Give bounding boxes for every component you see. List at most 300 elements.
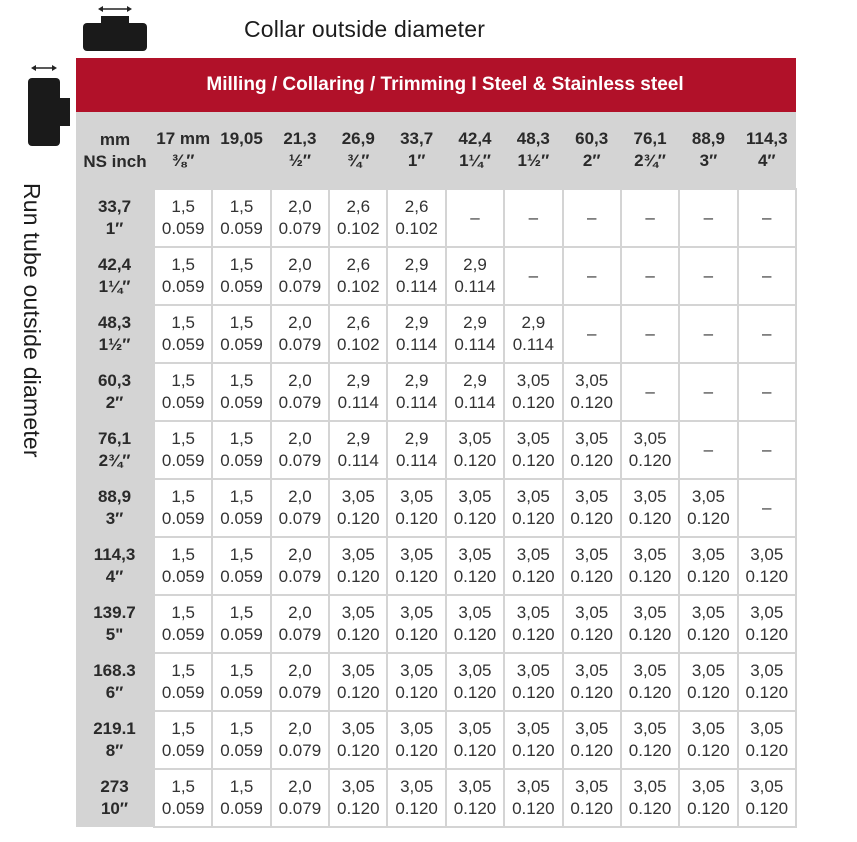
thickness-mm: 3,05: [516, 777, 550, 796]
thickness-mm: 2,9: [404, 429, 429, 448]
thickness-mm: 2,0: [288, 777, 312, 796]
thickness-cell: [387, 421, 445, 479]
thickness-mm: 2,0: [288, 255, 312, 274]
column-header: [563, 112, 621, 189]
collar-tube-icon: [81, 2, 149, 52]
thickness-mm: 2,9: [404, 255, 429, 274]
thickness-mm: 3,05: [341, 487, 375, 506]
column-header-mm: 21,3: [283, 129, 317, 148]
thickness-cell: [446, 305, 504, 363]
row-header: [76, 711, 154, 769]
thickness-cell: [212, 189, 270, 247]
thickness-cell: [154, 653, 212, 711]
thickness-inch: 0.079: [278, 509, 322, 528]
not-applicable-cell: –: [621, 247, 679, 305]
not-applicable-cell: –: [621, 305, 679, 363]
thickness-mm: 3,05: [575, 487, 609, 506]
thickness-cell: [271, 595, 329, 653]
column-header: [446, 112, 504, 189]
column-header-row: [76, 112, 796, 189]
thickness-inch: 0.120: [453, 567, 497, 586]
column-header: [504, 112, 562, 189]
thickness-mm: 3,05: [341, 545, 375, 564]
thickness-inch: 0.079: [278, 335, 322, 354]
thickness-inch: 0.079: [278, 799, 322, 818]
thickness-inch: 0.120: [570, 509, 613, 528]
thickness-mm: 3,05: [341, 661, 375, 680]
thickness-inch: 0.120: [628, 625, 672, 644]
row-header: [76, 189, 154, 247]
column-header-mm: 26,9: [341, 129, 375, 148]
thickness-cell: [679, 537, 737, 595]
thickness-cell: [329, 247, 387, 305]
thickness-inch: 0.120: [628, 509, 672, 528]
thickness-mm: 1,5: [171, 255, 195, 274]
thickness-mm: 1,5: [229, 661, 254, 680]
thickness-cell: [446, 363, 504, 421]
thickness-mm: 3,05: [341, 603, 375, 622]
thickness-cell: [154, 769, 212, 827]
thickness-inch: 0.059: [161, 277, 205, 296]
thickness-inch: 0.059: [220, 567, 263, 586]
row-header-mm: 139.7: [93, 603, 136, 622]
not-applicable-cell: –: [563, 189, 621, 247]
column-header: [738, 112, 796, 189]
not-applicable-cell: –: [563, 247, 621, 305]
thickness-cell: [271, 769, 329, 827]
thickness-mm: 3,05: [633, 545, 667, 564]
thickness-inch: 0.059: [161, 625, 205, 644]
thickness-cell: [446, 247, 504, 305]
thickness-cell: [271, 711, 329, 769]
thickness-inch: 0.120: [628, 567, 672, 586]
thickness-cell: [679, 769, 737, 827]
corner-unit-mm: mm: [99, 129, 131, 149]
not-applicable-cell: –: [621, 363, 679, 421]
thickness-cell: [504, 421, 562, 479]
table-banner: Milling / Collaring / Trimming I Steel & Stainless steel: [76, 58, 796, 112]
run-tube-icon: [24, 62, 70, 146]
thickness-inch: 0.079: [278, 625, 322, 644]
thickness-mm: 3,05: [691, 719, 725, 738]
thickness-inch: 0.120: [745, 741, 789, 760]
thickness-mm: 3,05: [341, 777, 375, 796]
column-header-mm: 19,05: [220, 129, 263, 148]
thickness-inch: 0.059: [161, 741, 205, 760]
thickness-mm: 1,5: [229, 777, 254, 796]
thickness-inch: 0.059: [161, 451, 205, 470]
thickness-inch: 0.120: [570, 451, 613, 470]
thickness-inch: 0.114: [395, 393, 438, 412]
thickness-cell: [212, 711, 270, 769]
thickness-cell: [329, 653, 387, 711]
thickness-cell: [504, 769, 562, 827]
thickness-inch: 0.120: [687, 625, 730, 644]
column-header-mm: 60,3: [575, 129, 609, 148]
thickness-inch: 0.120: [512, 567, 555, 586]
thickness-cell: [446, 479, 504, 537]
thickness-inch: 0.120: [745, 799, 789, 818]
row-header-inch: 1″: [105, 219, 124, 238]
thickness-mm: 3,05: [633, 603, 667, 622]
thickness-cell: [563, 769, 621, 827]
column-header-inch: ½″: [288, 151, 312, 170]
thickness-inch: 0.120: [395, 625, 438, 644]
thickness-inch: 0.114: [454, 335, 496, 354]
thickness-inch: 0.114: [454, 393, 496, 412]
thickness-cell: [329, 595, 387, 653]
thickness-mm: 3,05: [750, 719, 784, 738]
thickness-cell: [154, 247, 212, 305]
thickness-cell: [329, 479, 387, 537]
thickness-cell: [563, 653, 621, 711]
thickness-mm: 2,9: [404, 313, 429, 332]
thickness-mm: 3,05: [400, 603, 434, 622]
thickness-cell: [212, 305, 270, 363]
thickness-inch: 0.102: [336, 219, 380, 238]
thickness-inch: 0.059: [161, 219, 205, 238]
thickness-cell: [621, 711, 679, 769]
thickness-mm: 3,05: [633, 719, 667, 738]
not-applicable-cell: –: [738, 189, 796, 247]
row-header-inch: 3″: [105, 509, 124, 528]
row-header-inch: 8″: [105, 741, 124, 760]
column-header: [329, 112, 387, 189]
column-header: [679, 112, 737, 189]
column-header: [212, 112, 270, 189]
column-header: [271, 112, 329, 189]
row-header: [76, 479, 154, 537]
thickness-mm: 1,5: [229, 719, 254, 738]
thickness-cell: [563, 421, 621, 479]
thickness-cell: [504, 653, 562, 711]
thickness-inch: 0.059: [220, 741, 263, 760]
thickness-mm: 2,6: [346, 255, 371, 274]
thickness-cell: [387, 595, 445, 653]
not-applicable-cell: –: [446, 189, 504, 247]
thickness-cell: [154, 363, 212, 421]
row-header-mm: 219.1: [93, 719, 136, 738]
thickness-cell: [387, 479, 445, 537]
thickness-inch: 0.059: [161, 567, 205, 586]
thickness-mm: 2,9: [463, 255, 487, 274]
thickness-inch: 0.102: [336, 277, 380, 296]
column-header-inch: 1″: [407, 151, 426, 170]
thickness-inch: 0.120: [570, 799, 613, 818]
thickness-mm: 2,9: [463, 371, 487, 390]
row-header-inch: 10″: [100, 799, 129, 818]
table-row: [76, 595, 796, 653]
column-header: [154, 112, 212, 189]
column-header: [621, 112, 679, 189]
column-header-inch: 1½″: [517, 151, 550, 170]
thickness-mm: 3,05: [516, 661, 550, 680]
thickness-cell: [563, 363, 621, 421]
run-tube-diameter-title: Run tube outside diameter: [19, 183, 45, 458]
column-header-mm: 76,1: [633, 129, 667, 148]
thickness-mm: 3,05: [750, 777, 784, 796]
thickness-inch: 0.120: [512, 509, 555, 528]
thickness-mm: 3,05: [516, 371, 550, 390]
thickness-cell: [271, 189, 329, 247]
thickness-mm: 2,0: [288, 487, 312, 506]
row-header-mm: 114,3: [93, 545, 136, 564]
thickness-cell: [504, 305, 562, 363]
thickness-mm: 1,5: [229, 371, 254, 390]
thickness-mm: 2,0: [288, 545, 312, 564]
thickness-mm: 2,0: [288, 429, 312, 448]
thickness-cell: [504, 363, 562, 421]
thickness-mm: 3,05: [458, 777, 492, 796]
thickness-mm: 1,5: [171, 603, 195, 622]
row-header-mm: 76,1: [97, 429, 132, 448]
thickness-inch: 0.120: [512, 625, 555, 644]
thickness-cell: [621, 421, 679, 479]
thickness-inch: 0.120: [512, 451, 555, 470]
column-header-mm: 48,3: [516, 129, 550, 148]
table-row: [76, 711, 796, 769]
thickness-mm: 3,05: [516, 545, 550, 564]
thickness-mm: 1,5: [171, 313, 195, 332]
thickness-inch: 0.120: [570, 567, 613, 586]
thickness-mm: 3,05: [750, 603, 784, 622]
column-header-mm: 33,7: [400, 129, 434, 148]
thickness-cell: [154, 189, 212, 247]
thickness-mm: 1,5: [171, 487, 195, 506]
thickness-inch: 0.059: [220, 393, 263, 412]
thickness-mm: 2,9: [404, 371, 429, 390]
not-applicable-cell: –: [679, 247, 737, 305]
thickness-inch: 0.059: [161, 799, 205, 818]
table-row: [76, 537, 796, 595]
thickness-cell: [738, 653, 796, 711]
thickness-cell: [446, 421, 504, 479]
thickness-cell: [504, 711, 562, 769]
not-applicable-cell: –: [621, 189, 679, 247]
thickness-inch: 0.120: [512, 741, 555, 760]
thickness-inch: 0.120: [687, 683, 730, 702]
thickness-cell: [563, 479, 621, 537]
not-applicable-cell: –: [738, 421, 796, 479]
thickness-mm: 3,05: [750, 661, 784, 680]
thickness-mm: 3,05: [341, 719, 375, 738]
thickness-cell: [154, 421, 212, 479]
thickness-inch: 0.059: [220, 509, 263, 528]
thickness-mm: 3,05: [458, 545, 492, 564]
row-header: [76, 769, 154, 827]
column-header-inch: [212, 150, 270, 172]
row-header-mm: 33,7: [97, 197, 132, 216]
thickness-cell: [679, 479, 737, 537]
row-header: [76, 653, 154, 711]
thickness-inch: 0.120: [336, 509, 380, 528]
corner-header: [76, 112, 154, 189]
thickness-inch: 0.059: [161, 683, 205, 702]
thickness-mm: 1,5: [229, 255, 254, 274]
collar-diameter-title: Collar outside diameter: [244, 16, 486, 42]
not-applicable-cell: –: [738, 479, 796, 537]
thickness-cell: [679, 653, 737, 711]
thickness-cell: [387, 769, 445, 827]
thickness-cell: [329, 305, 387, 363]
thickness-inch: 0.114: [395, 451, 438, 470]
thickness-mm: 1,5: [171, 545, 195, 564]
not-applicable-cell: –: [504, 247, 562, 305]
row-header-mm: 88,9: [97, 487, 132, 506]
thickness-inch: 0.114: [454, 277, 496, 296]
thickness-inch: 0.079: [278, 393, 322, 412]
row-header-mm: 48,3: [97, 313, 132, 332]
thickness-cell: [446, 769, 504, 827]
thickness-inch: 0.120: [745, 625, 789, 644]
thickness-cell: [621, 769, 679, 827]
thickness-cell: [621, 653, 679, 711]
thickness-inch: 0.120: [336, 741, 380, 760]
thickness-mm: 2,0: [288, 719, 312, 738]
thickness-mm: 3,05: [575, 371, 609, 390]
thickness-inch: 0.059: [220, 625, 263, 644]
thickness-mm: 3,05: [691, 777, 725, 796]
thickness-inch: 0.120: [453, 741, 497, 760]
thickness-inch: 0.114: [337, 393, 379, 412]
thickness-mm: 2,9: [346, 429, 371, 448]
thickness-mm: 1,5: [171, 777, 195, 796]
thickness-mm: 3,05: [516, 429, 550, 448]
thickness-inch: 0.120: [395, 683, 438, 702]
row-header-mm: 60,3: [97, 371, 132, 390]
column-header-inch: 2″: [582, 151, 601, 170]
thickness-mm: 1,5: [171, 661, 195, 680]
thickness-cell: [154, 595, 212, 653]
table-row: [76, 247, 796, 305]
thickness-mm: 2,0: [288, 603, 312, 622]
thickness-cell: [329, 769, 387, 827]
row-header-inch: 4″: [105, 567, 124, 586]
thickness-mm: 3,05: [400, 719, 434, 738]
thickness-inch: 0.079: [278, 277, 322, 296]
thickness-inch: 0.120: [453, 799, 497, 818]
thickness-cell: [212, 595, 270, 653]
thickness-mm: 3,05: [516, 719, 550, 738]
thickness-mm: 3,05: [458, 719, 492, 738]
not-applicable-cell: –: [563, 305, 621, 363]
row-header: [76, 421, 154, 479]
thickness-inch: 0.102: [395, 219, 438, 238]
thickness-inch: 0.120: [628, 451, 672, 470]
thickness-inch: 0.120: [336, 799, 380, 818]
table-row: [76, 305, 796, 363]
thickness-mm: 2,9: [346, 371, 371, 390]
row-header: [76, 537, 154, 595]
thickness-inch: 0.120: [745, 683, 789, 702]
table-row: [76, 479, 796, 537]
column-header-inch: 3″: [699, 151, 718, 170]
thickness-cell: [154, 305, 212, 363]
thickness-mm: 3,05: [400, 777, 434, 796]
row-header: [76, 595, 154, 653]
thickness-mm: 1,5: [229, 429, 254, 448]
row-header-mm: 273: [100, 777, 129, 796]
thickness-inch: 0.120: [395, 741, 438, 760]
thickness-cell: [387, 363, 445, 421]
column-header-mm: 17 mm: [156, 129, 211, 148]
thickness-cell: [446, 653, 504, 711]
row-header-inch: 1½″: [98, 335, 131, 354]
row-header: [76, 305, 154, 363]
thickness-inch: 0.120: [453, 625, 497, 644]
row-header-mm: 168.3: [93, 661, 136, 680]
thickness-cell: [504, 537, 562, 595]
thickness-mm: 3,05: [633, 429, 667, 448]
thickness-cell: [271, 653, 329, 711]
column-header-inch: ¾″: [347, 151, 370, 170]
thickness-cell: [738, 769, 796, 827]
thickness-cell: [563, 595, 621, 653]
thickness-cell: [738, 537, 796, 595]
thickness-mm: 1,5: [229, 313, 254, 332]
thickness-cell: [212, 479, 270, 537]
thickness-cell: [621, 479, 679, 537]
thickness-cell: [387, 189, 445, 247]
thickness-inch: 0.079: [278, 219, 322, 238]
thickness-inch: 0.120: [570, 741, 613, 760]
column-header-inch: 4″: [757, 151, 776, 170]
thickness-inch: 0.102: [336, 335, 380, 354]
thickness-mm: 3,05: [575, 719, 609, 738]
thickness-inch: 0.120: [336, 625, 380, 644]
thickness-cell: [154, 537, 212, 595]
thickness-mm: 3,05: [575, 429, 609, 448]
thickness-mm: 3,05: [691, 661, 725, 680]
thickness-mm: 2,6: [346, 313, 371, 332]
not-applicable-cell: –: [679, 421, 737, 479]
thickness-mm: 2,9: [521, 313, 546, 332]
thickness-mm: 3,05: [458, 487, 492, 506]
thickness-inch: 0.120: [336, 567, 380, 586]
thickness-mm: 3,05: [400, 487, 434, 506]
thickness-mm: 1,5: [171, 371, 195, 390]
thickness-inch: 0.120: [628, 799, 672, 818]
thickness-cell: [329, 363, 387, 421]
thickness-cell: [387, 653, 445, 711]
thickness-inch: 0.079: [278, 567, 322, 586]
table-row: [76, 363, 796, 421]
column-header-inch: 1¼″: [459, 151, 491, 170]
thickness-inch: 0.120: [336, 683, 380, 702]
thickness-inch: 0.114: [337, 451, 379, 470]
thickness-cell: [329, 537, 387, 595]
thickness-cell: [212, 653, 270, 711]
thickness-cell: [446, 595, 504, 653]
thickness-cell: [738, 711, 796, 769]
thickness-cell: [329, 421, 387, 479]
thickness-inch: 0.079: [278, 451, 322, 470]
thickness-mm: 3,05: [516, 487, 550, 506]
thickness-cell: [212, 421, 270, 479]
not-applicable-cell: –: [679, 189, 737, 247]
thickness-mm: 3,05: [575, 545, 609, 564]
thickness-cell: [738, 595, 796, 653]
table-row: [76, 421, 796, 479]
thickness-mm: 2,0: [288, 197, 312, 216]
thickness-inch: 0.120: [687, 799, 730, 818]
not-applicable-cell: –: [679, 305, 737, 363]
thickness-mm: 2,0: [288, 371, 312, 390]
not-applicable-cell: –: [738, 363, 796, 421]
thickness-mm: 1,5: [171, 429, 195, 448]
thickness-inch: 0.059: [220, 335, 263, 354]
thickness-inch: 0.120: [512, 393, 555, 412]
